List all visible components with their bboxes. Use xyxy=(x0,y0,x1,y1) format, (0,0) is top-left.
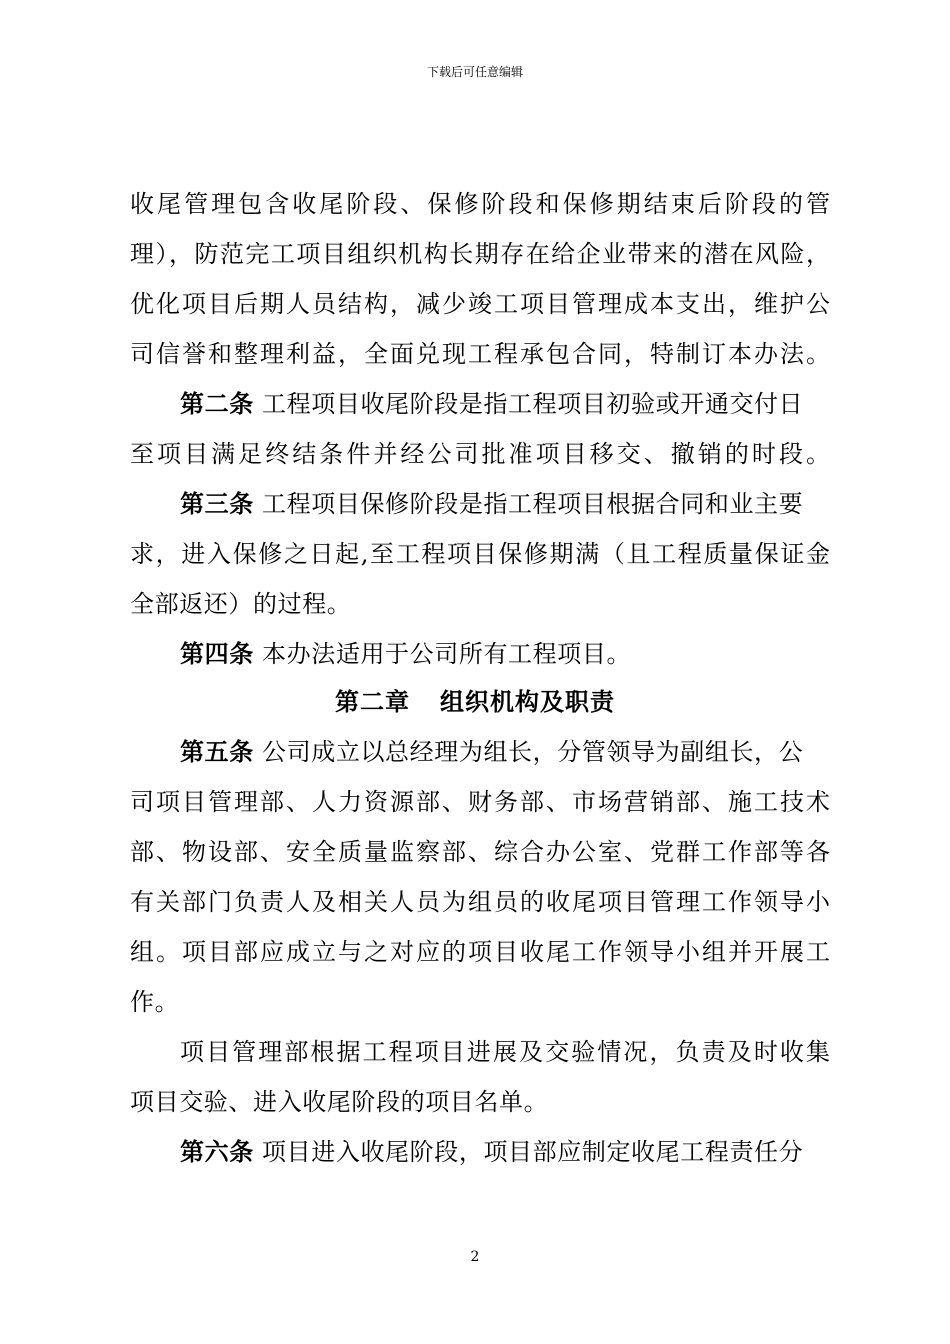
text-line: 优化项目后期人员结构，减少竣工项目管理成本支出，维护公 xyxy=(130,290,830,318)
text-line: 作。 xyxy=(130,988,180,1016)
article-label: 第四条 xyxy=(180,639,254,668)
chapter-label: 第二章 xyxy=(335,687,410,716)
page-number: 2 xyxy=(470,1249,480,1265)
text-line: 至项目满足终结条件并经公司批准项目移交、撤销的时段。 xyxy=(130,440,830,468)
page-header: 下载后可任意编辑 xyxy=(426,65,523,79)
text-line: 有关部门负责人及相关人员为组员的收尾项目管理工作领导小 xyxy=(130,888,830,916)
text-line: 部、物设部、安全质量监察部、综合办公室、党群工作部等各 xyxy=(130,838,830,866)
text-line: 司项目管理部、人力资源部、财务部、市场营销部、施工技术 xyxy=(130,788,830,816)
article-text: 公司成立以总经理为组长，分管领导为副组长，公 xyxy=(262,738,804,766)
text-line: 理），防范完工项目组织机构长期存在给企业带来的潜在风险， xyxy=(130,240,830,268)
article-label: 第三条 xyxy=(180,489,254,518)
chapter-title: 组织机构及职责 xyxy=(440,687,615,716)
text-line: 项目管理部根据工程项目进展及交验情况，负责及时收集 xyxy=(180,1038,830,1066)
article-label: 第六条 xyxy=(180,1137,254,1166)
text-line: 组。项目部应成立与之对应的项目收尾工作领导小组并开展工 xyxy=(130,938,830,966)
article-label: 第五条 xyxy=(180,737,254,766)
article-label: 第二条 xyxy=(180,389,254,418)
article-6-line xyxy=(180,1134,830,1170)
article-text: 工程项目收尾阶段是指工程项目初验或开通交付日 xyxy=(262,390,804,418)
article-text: 工程项目保修阶段是指工程项目根据合同和业主要 xyxy=(262,490,804,518)
article-2-line xyxy=(180,386,830,422)
article-3-line xyxy=(180,486,830,522)
text-line: 全部返还）的过程。 xyxy=(130,590,352,618)
text-line: 项目交验、进入收尾阶段的项目名单。 xyxy=(130,1088,549,1116)
text-line: 司信誉和整理利益，全面兑现工程承包合同，特制订本办法。 xyxy=(130,340,830,368)
text-line: 收尾管理包含收尾阶段、保修阶段和保修期结束后阶段的管 xyxy=(130,190,830,218)
chapter-heading xyxy=(0,684,950,720)
article-text: 项目进入收尾阶段，项目部应制定收尾工程责任分 xyxy=(262,1138,804,1166)
article-text: 本办法适用于公司所有工程项目。 xyxy=(262,640,632,668)
article-4-line xyxy=(180,636,830,672)
article-5-line xyxy=(180,734,830,770)
text-line: 求，进入保修之日起,至工程项目保修期满（且工程质量保证金 xyxy=(130,540,830,568)
